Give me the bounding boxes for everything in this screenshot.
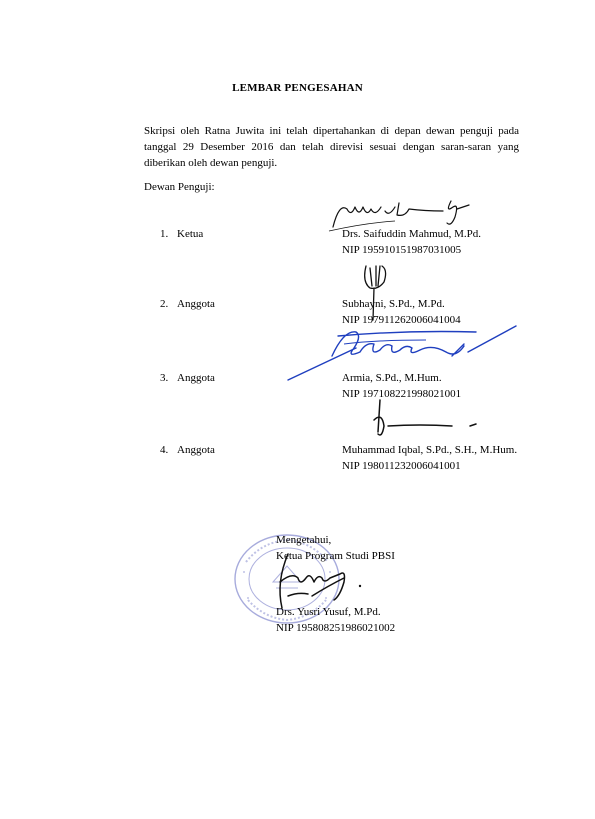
board-label: Dewan Penguji: xyxy=(144,181,215,193)
page-title: LEMBAR PENGESAHAN xyxy=(232,82,363,94)
signature-ketua-prodi xyxy=(268,552,386,618)
examiner-3-role: Anggota xyxy=(177,372,215,384)
approval-position: Ketua Program Studi PBSI xyxy=(276,550,395,562)
examiner-2-name: Subhayni, S.Pd., M.Pd. xyxy=(342,298,445,310)
examiner-1-role: Ketua xyxy=(177,228,204,240)
examiner-3-number: 3. xyxy=(160,372,169,384)
examiner-4-role: Anggota xyxy=(177,444,215,456)
examiner-4-nip: NIP 198011232006041001 xyxy=(342,460,461,472)
examiner-3-nip: NIP 197108221998021001 xyxy=(342,388,462,400)
approval-name: Drs. Yusri Yusuf, M.Pd. xyxy=(276,606,381,618)
examiner-2-number: 2. xyxy=(160,298,169,310)
signature-ketua xyxy=(325,193,475,233)
examiner-1-name: Drs. Saifuddin Mahmud, M.Pd. xyxy=(342,228,482,240)
examiner-2-nip: NIP 197911262006041004 xyxy=(342,314,461,326)
examiner-1-number: 1. xyxy=(160,228,169,240)
examiner-4-number: 4. xyxy=(160,444,169,456)
signature-anggota-2 xyxy=(286,322,518,384)
approval-acknowledged: Mengetahui, xyxy=(276,534,332,546)
intro-paragraph: Skripsi oleh Ratna Juwita ini telah dipertahankan di depan dewan penguji pada tanggal 29 Desember 2016 dan telah direvisi sesuai dengan saran-saran yang diberikan oleh dewan penguji. xyxy=(144,125,519,169)
signature-anggota-3 xyxy=(370,396,480,442)
examiner-2-role: Anggota xyxy=(177,298,215,310)
examiner-3-name: Armia, S.Pd., M.Hum. xyxy=(342,372,442,384)
examiner-1-nip: NIP 195910151987031005 xyxy=(342,244,462,256)
signature-anggota-1 xyxy=(356,260,396,324)
approval-nip: NIP 195808251986021002 xyxy=(276,622,396,634)
examiner-4-name: Muhammad Iqbal, S.Pd., S.H., M.Hum. xyxy=(342,444,518,456)
